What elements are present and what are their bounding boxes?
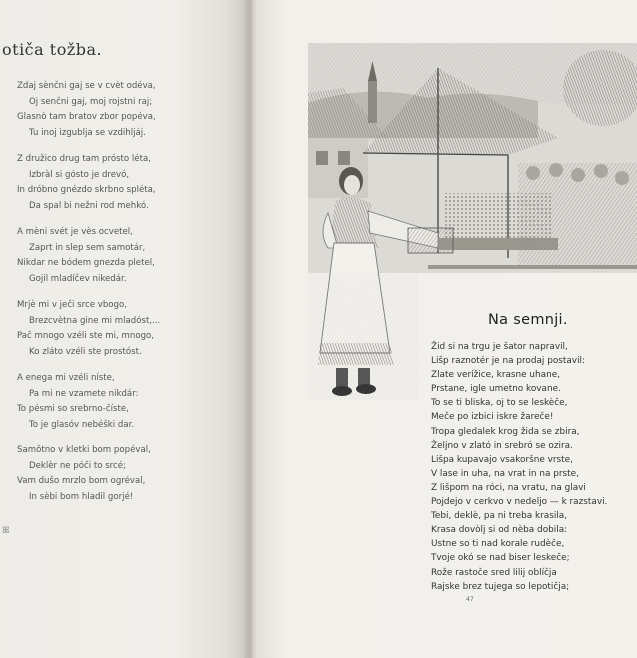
verse-line: Glasnò tam bratov zbor popéva, [17,112,156,122]
verse-line: Oj senčni gaj, moj rojstni raj; [29,96,153,107]
verse-line: V lase in uha, na vrat in na prste, [431,468,579,479]
page-number: 47 [466,596,474,603]
verse-line: Pač mnogo vzéli ste mi, mnogo, [17,331,155,341]
verse-line: Deklèr ne póči to srcé; [29,460,126,471]
stanza-3 [17,225,155,287]
verse-line: Izbràl si gósto je drevó, [29,169,130,180]
stanza-4 [17,298,160,360]
verse-line: Z lišpom na róci, na vratu, na glavi [431,482,586,493]
verse-line: Tu inoj izgublja se vzdihljáj. [29,127,146,138]
verse-line: Da spal bi nežni rod mehkó. [29,200,149,211]
left-poem-title: otiča tožba. [2,40,103,59]
verse-line: A enega mi vzéli níste, [17,373,115,383]
verse-line: Tropa gledalek krog žida se zbira, [431,426,580,437]
verse-line: Mrjè mi v ječi srce vbogo, [17,300,127,310]
verse-line: Gojil mladíčev nikedár. [29,273,127,284]
verse-line: To je glasóv nebéški dar. [29,419,135,430]
verse-line: Ustne so ti nad korale rudèče, [431,539,565,550]
verse-line: In sèbi bom hladil gorjé! [29,491,134,502]
verse-line: Prstane, igle umetno kovane. [431,384,561,395]
right-poem-body [431,340,607,594]
verse-line: A mèni svét je vès ocvetel, [17,227,133,237]
verse-line: Nikdar ne bódem gnezda pletel, [17,258,155,268]
verse-line: Tvoje okó se nad biser leskeče; [431,553,570,564]
stanza-1 [17,79,156,141]
verse-line: Tebi, deklè, pa ni treba krasila, [431,511,568,522]
verse-line: Lišpa kupavajo vsakoršne vrste, [431,454,573,465]
verse-line: Brezcvètna gine mi mladóst,... [29,315,161,326]
right-poem-title: Na semnji. [488,312,568,328]
ornament-mark: ꕤ [2,526,10,536]
verse-line: Rajske brez tujega so lepotičja; [431,581,570,592]
verse-line: Pojdejo v cerkvo v nedeljo — k razstavi. [431,497,608,508]
verse-line: Lišp raznotér je na prodaj postavil: [431,356,585,367]
verse-line: Z družico drug tam prósto léta, [17,154,151,164]
stanza-5 [17,371,138,433]
stanza-2 [17,152,156,214]
verse-line: Zdaj sènčni gaj se v cvèt odéva, [17,81,156,91]
verse-line: Zlate verížice, krasne uhane, [431,370,561,381]
verse-line: Željno v zlató in srebró se ozira. [431,440,573,451]
verse-line: Zaprt in slep sem samotár, [29,242,146,253]
verse-line: Krasa dovòlj si od nèba dobila: [431,525,568,536]
verse-line: Samôtno v kletki bom popéval, [17,445,151,455]
verse-line: Meče po izbici iskre žareče! [431,412,554,423]
verse-line: Ko zláto vzéli ste prostóst. [29,346,142,357]
verse-line: Vam dušo mrzlo bom ogréval, [17,476,146,486]
verse-line: To se ti bliska, oj to se leskèče, [431,398,568,409]
stanza-6 [17,443,151,505]
verse-line: In dróbno gnézdo skrbno spléta, [17,185,156,195]
verse-line: To pésmi so srebrno-číste, [17,404,129,414]
verse-line: Pa mi ne vzamete nikdár: [29,388,139,399]
verse-line: Žid si na trgu je šator napravil, [431,342,568,352]
verse-line: Rože rastoče sred lilij oblíčja [431,567,557,578]
